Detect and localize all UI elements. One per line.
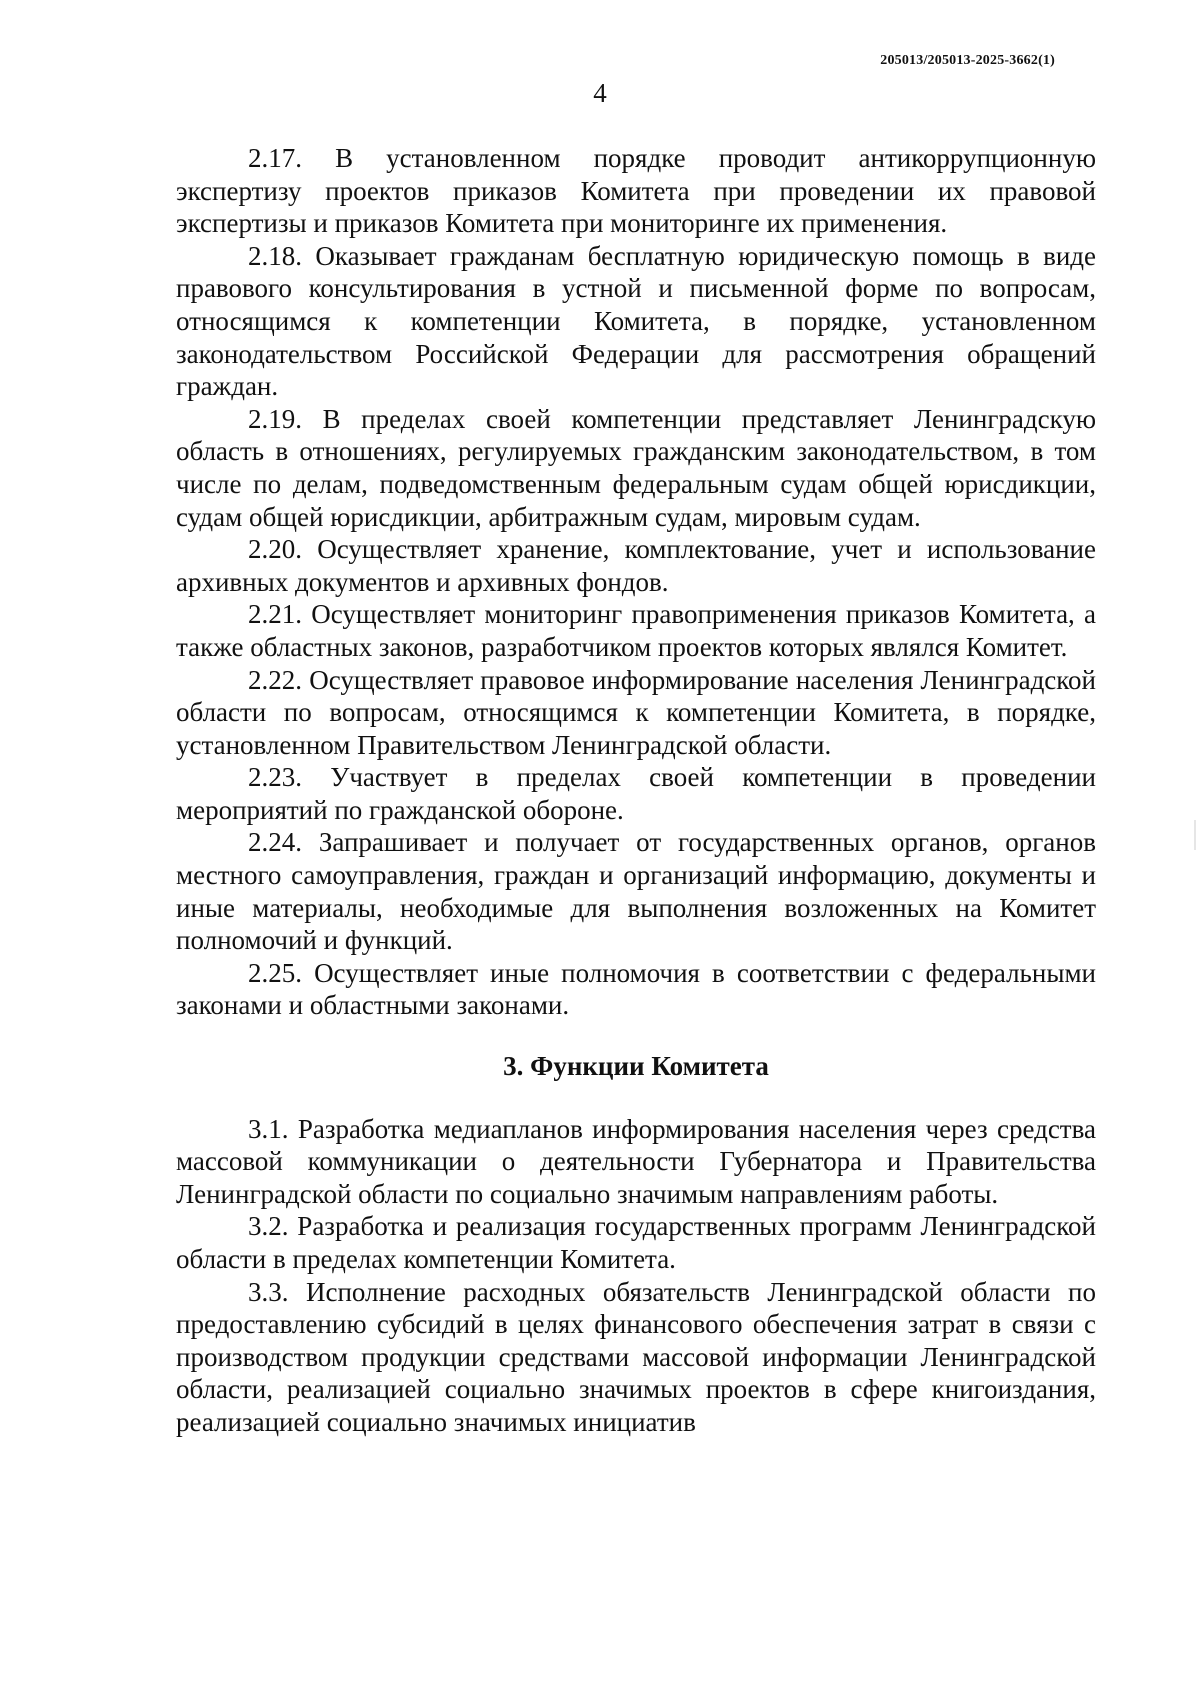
document-id: 205013/205013-2025-3662(1) xyxy=(880,53,1055,68)
paragraph-3-3: 3.3. Исполнение расходных обязательств Ленинградской области по предоставлению субсидий в целях финансового обеспечения затрат в связи с производством продукции средствами массовой информации Ленинградской области, реализацией социально значимых проектов в сфере книгоиздания, реализацией социально значимых инициатив xyxy=(176,1276,1096,1437)
paragraph-2-24: 2.24. Запрашивает и получает от государственных органов, органов местного самоуправления, граждан и организаций информацию, документы и иные материалы, необходимые для выполнения возложенных на Комитет полномочий и функций. xyxy=(176,827,1096,956)
paragraph-2-25: 2.25. Осуществляет иные полномочия в соответствии с федеральными законами и областными законами. xyxy=(176,957,1096,1021)
paragraph-2-17: 2.17. В установленном порядке проводит антикоррупционную экспертизу проектов приказов Комитета при проведении их правовой экспертизы и приказов Комитета при мониторинге их применения. xyxy=(176,143,1096,239)
paragraph-2-20: 2.20. Осуществляет хранение, комплектование, учет и использование архивных документов и архивных фондов. xyxy=(176,534,1096,597)
section-title: 3. Функции Комитета xyxy=(503,1051,769,1082)
paragraph-3-1: 3.1. Разработка медиапланов информирования населения через средства массовой коммуникации о деятельности Губернатора и Правительства Ленинградской области по социально значимым направлениям работы. xyxy=(176,1113,1096,1209)
paragraph-2-21: 2.21. Осуществляет мониторинг правоприменения приказов Комитета, а также областных законов, разработчиком проектов которых являлся Комитет. xyxy=(176,599,1096,662)
paragraph-2-23: 2.23. Участвует в пределах своей компетенции в проведении мероприятий по гражданской обороне. xyxy=(176,762,1096,825)
paragraph-2-19: 2.19. В пределах своей компетенции представляет Ленинградскую область в отношениях, регулируемых гражданским законодательством, в том числе по делам, подведомственным федеральным судам общей юрисдикции, судам общей юрисдикции, арбитражным судам, мировым судам. xyxy=(176,403,1096,532)
document-body xyxy=(176,142,1096,1439)
scan-edge-mark xyxy=(1194,820,1196,850)
page-number: 4 xyxy=(593,78,607,108)
paragraph-3-2: 3.2. Разработка и реализация государственных программ Ленинградской области в пределах компетенции Комитета. xyxy=(176,1211,1096,1274)
paragraph-2-18: 2.18. Оказывает гражданам бесплатную юридическую помощь в виде правового консультирования в устной и письменной форме по вопросам, относящимся к компетенции Комитета, в порядке, установленном законодательством Российской Федерации для рассмотрения обращений граждан. xyxy=(176,240,1096,402)
paragraph-2-22: 2.22. Осуществляет правовое информирование населения Ленинградской области по вопросам, относящимся к компетенции Комитета, в порядке, установленном Правительством Ленинградской области. xyxy=(176,664,1096,760)
